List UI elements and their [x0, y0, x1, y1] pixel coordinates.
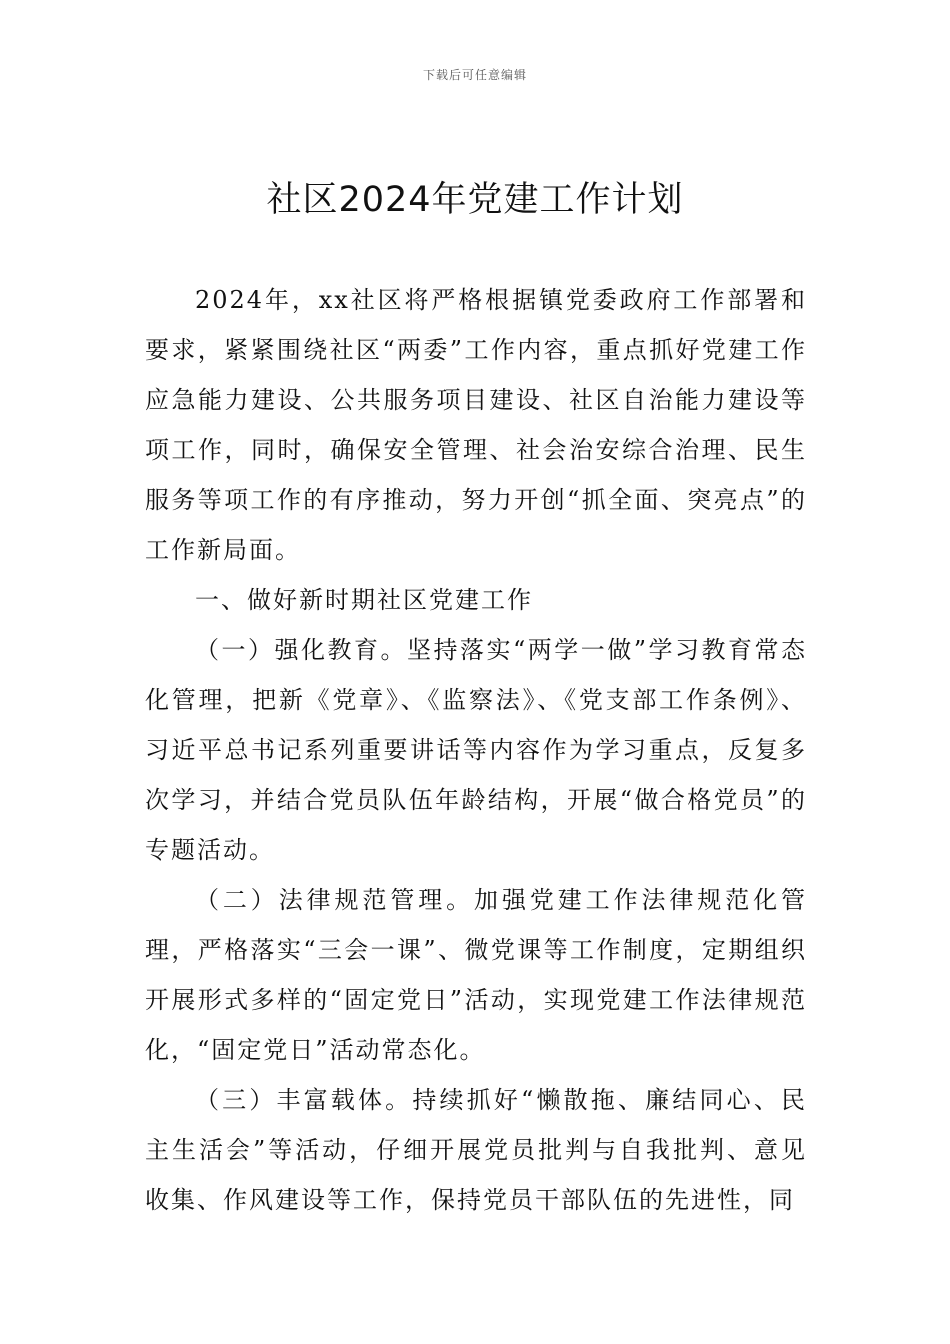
document-body [145, 275, 807, 1225]
subsection-paragraph-1: （一）强化教育。坚持落实“两学一做”学习教育常态化管理，把新《党章》、《监察法》、《党支部工作条例》、习近平总书记系列重要讲话等内容作为学习重点，反复多次学习，并结合党员队伍年龄结构，开展“做合格党员”的专题活动。 [145, 636, 807, 864]
header-note: 下载后可任意编辑 [422, 68, 527, 82]
subsection-paragraph-2: （二）法律规范管理。加强党建工作法律规范化管理，严格落实“三会一课”、微党课等工作制度，定期组织开展形式多样的“固定党日”活动，实现党建工作法律规范化，“固定党日”活动常态化。 [145, 886, 807, 1064]
document-title: 社区2024年党建工作计划 [266, 180, 684, 220]
section-heading-1: 一、做好新时期社区党建工作 [195, 586, 533, 614]
subsection-paragraph-3: （三）丰富载体。持续抓好“懒散拖、廉结同心、民主生活会”等活动，仔细开展党员批判与自我批判、意见收集、作风建设等工作，保持党员干部队伍的先进性，同 [145, 1086, 807, 1214]
intro-paragraph: 2024年，xx社区将严格根据镇党委政府工作部署和要求，紧紧围绕社区“两委”工作内容，重点抓好党建工作应急能力建设、公共服务项目建设、社区自治能力建设等项工作，同时，确保安全管理、社会治安综合治理、民生服务等项工作的有序推动，努力开创“抓全面、突亮点”的工作新局面。 [145, 286, 807, 564]
